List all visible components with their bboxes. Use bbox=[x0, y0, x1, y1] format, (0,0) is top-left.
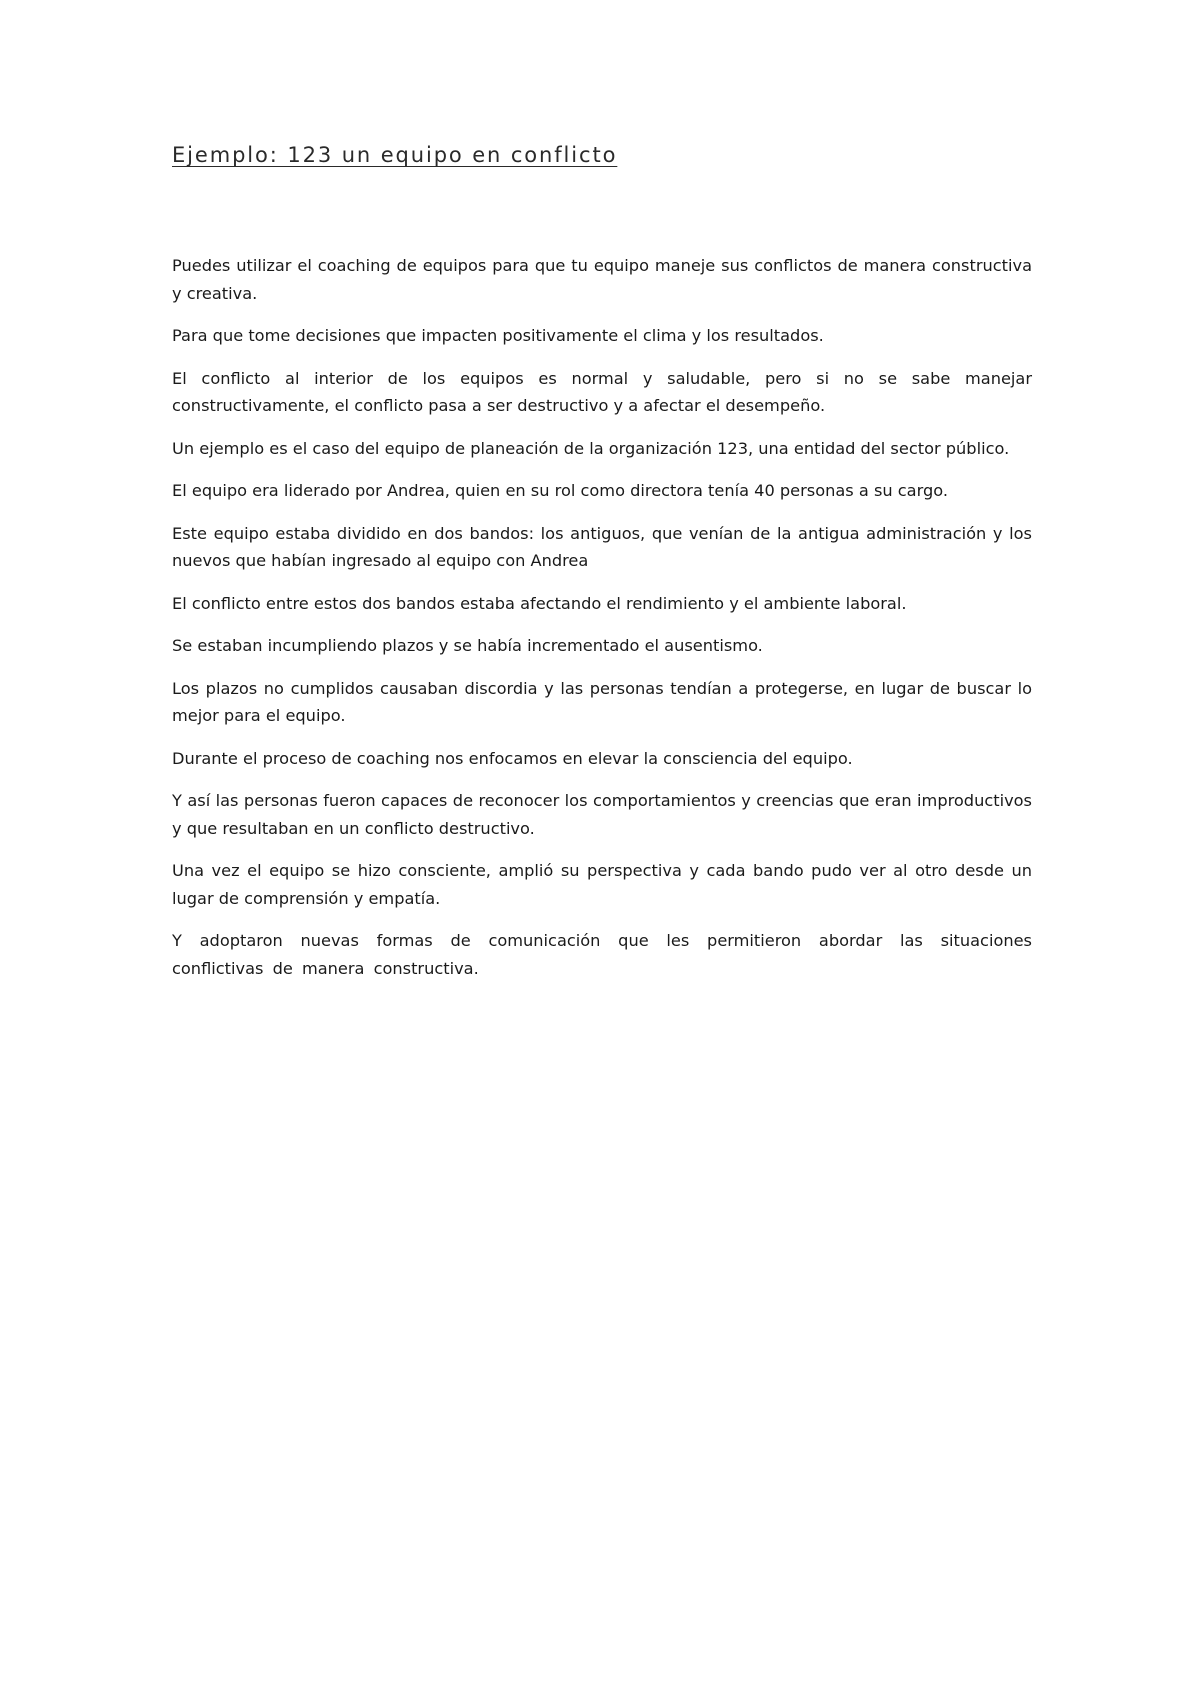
paragraph: El conflicto al interior de los equipos es normal y saludable, pero si no se sabe manejar constructivamente, el conflicto pasa a ser destructivo y a afectar el desempeño. bbox=[172, 368, 1032, 415]
paragraph: Los plazos no cumplidos causaban discordia y las personas tendían a protegerse, en lugar de buscar lo mejor para el equipo. bbox=[172, 678, 1032, 725]
paragraph: Puedes utilizar el coaching de equipos para que tu equipo maneje sus conflictos de manera constructiva y creativa. bbox=[172, 256, 1032, 303]
paragraph: Un ejemplo es el caso del equipo de planeación de la organización 123, una entidad del sector público. bbox=[172, 438, 1010, 458]
paragraph: Este equipo estaba dividido en dos bandos: los antiguos, que venían de la antigua administración y los nuevos que habían ingresado al equipo con Andrea bbox=[172, 523, 1032, 570]
paragraph: El equipo era liderado por Andrea, quien en su rol como directora tenía 40 personas a su cargo. bbox=[172, 481, 949, 500]
paragraph: Se estaban incumpliendo plazos y se había incrementado el ausentismo. bbox=[172, 636, 763, 655]
document-title: Ejemplo: 123 un equipo en conflicto bbox=[172, 143, 618, 167]
paragraph: Una vez el equipo se hizo consciente, amplió su perspectiva y cada bando pudo ver al otro desde un lugar de comprensión y empatía. bbox=[172, 861, 1032, 908]
paragraph: Durante el proceso de coaching nos enfocamos en elevar la consciencia del equipo. bbox=[172, 748, 853, 768]
document-body bbox=[172, 252, 1032, 997]
paragraph: Para que tome decisiones que impacten positivamente el clima y los resultados. bbox=[172, 326, 824, 345]
paragraph: Y adoptaron nuevas formas de comunicación que les permitieron abordar las situaciones conflictivas de manera constructiva. bbox=[172, 931, 1032, 978]
paragraph: Y así las personas fueron capaces de reconocer los comportamientos y creencias que eran improductivos y que resultaban en un conflicto destructivo. bbox=[172, 791, 1032, 838]
paragraph: El conflicto entre estos dos bandos estaba afectando el rendimiento y el ambiente laboral. bbox=[172, 593, 907, 613]
